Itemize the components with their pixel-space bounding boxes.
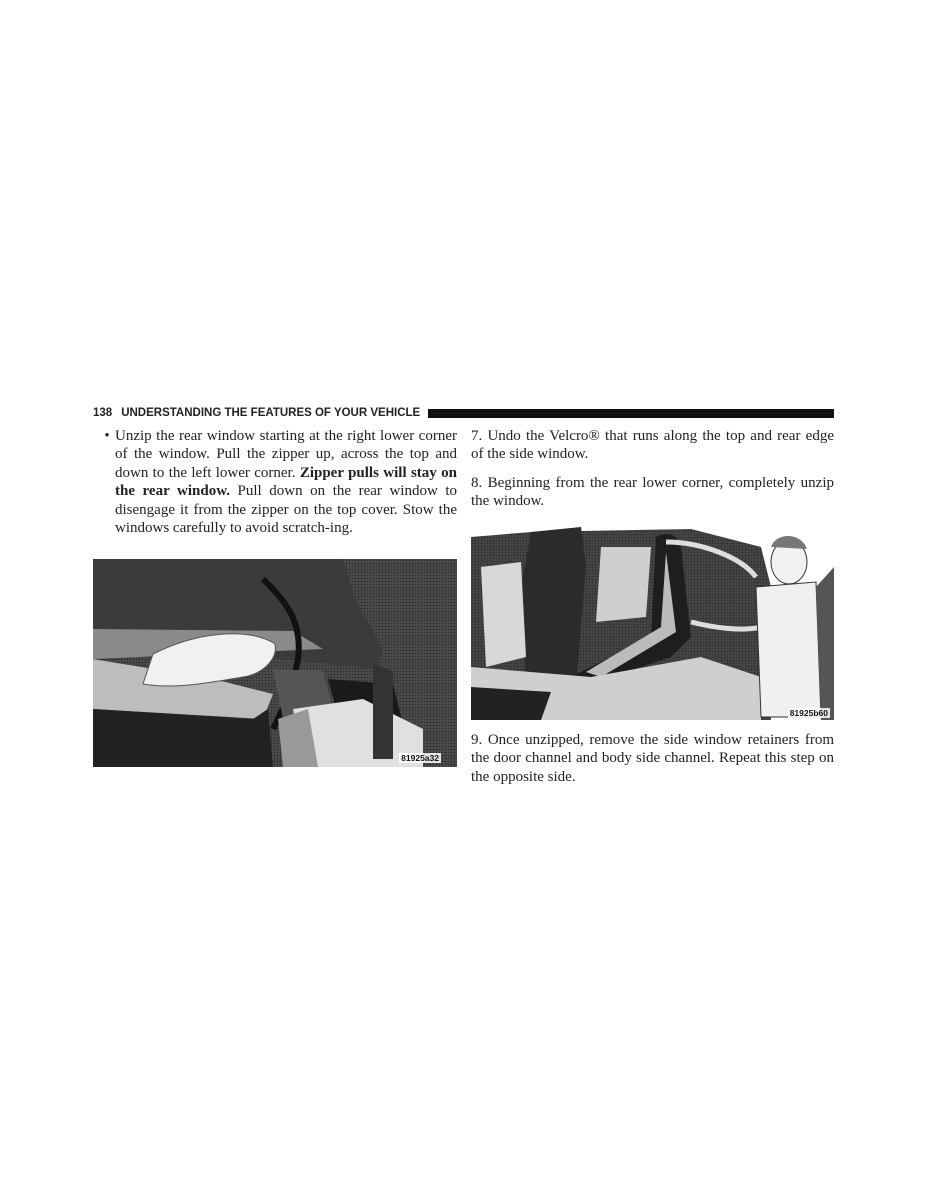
step-7: 7. Undo the Velcro® that runs along the top and rear edge of the side window. <box>471 428 834 463</box>
step-8: 8. Beginning from the rear lower corner, completely unzip the window. <box>471 474 834 510</box>
figure-code: 81925a32 <box>401 753 439 763</box>
figure-rear-window-unzip <box>93 559 457 767</box>
rear-window-illustration <box>93 559 457 767</box>
left-column <box>93 427 457 537</box>
bullet-text-bold: Zipper pulls will stay on the rear window. <box>115 464 457 500</box>
figure-side-window-removal <box>471 527 834 720</box>
bullet-item-unzip-rear-window <box>93 427 457 537</box>
right-column <box>471 427 834 521</box>
side-window-illustration <box>471 527 834 720</box>
step-9: 9. Once unzipped, remove the side window retainers from the door channel and body side channel. Repeat this step on the opposite side. <box>471 732 834 785</box>
bullet-text-part2: Pull down on the rear window to disengage it from the zipper on the top cover. Stow the windows carefully to avoid scratch-ing. <box>115 483 458 537</box>
section-title: UNDERSTANDING THE FEATURES OF YOUR VEHICLE <box>121 407 421 419</box>
page-header <box>93 405 834 421</box>
right-column-lower <box>471 731 834 796</box>
page-number: 138 <box>93 407 113 419</box>
bullet-icon: • <box>104 428 110 444</box>
bullet-text <box>115 427 457 537</box>
header-rule <box>428 409 834 418</box>
bullet-text-part1: Unzip the rear window starting at the right lower corner of the window. Pull the zipper up, across the top and down to the left lower corner. <box>115 428 457 481</box>
figure-code: 81925b60 <box>789 708 828 718</box>
